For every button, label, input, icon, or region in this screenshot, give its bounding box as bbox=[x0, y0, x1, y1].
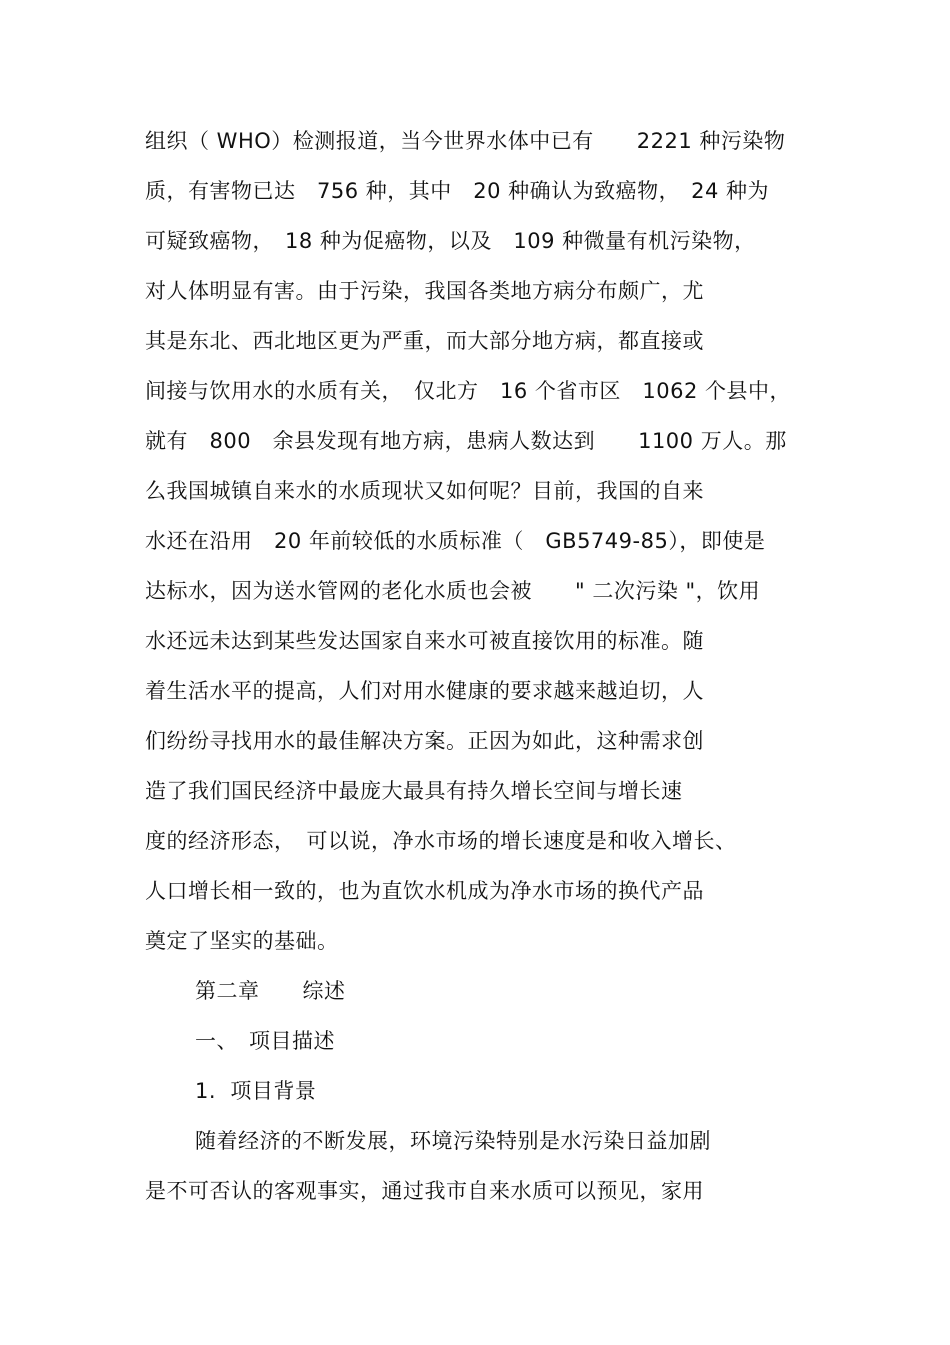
body-line: 随着经济的不断发展，环境污染特别是水污染日益加剧 bbox=[195, 1129, 711, 1153]
paragraph-line: 质，有害物已达 756 种，其中 20 种确认为致癌物， 24 种为 bbox=[145, 179, 770, 203]
paragraph-line: 着生活水平的提高，人们对用水健康的要求越来越迫切，人 bbox=[145, 679, 704, 703]
section-heading: 一、 项目描述 bbox=[195, 1029, 335, 1053]
paragraph-line: 么我国城镇自来水的水质现状又如何呢？目前，我国的自来 bbox=[145, 479, 704, 503]
paragraph-line: 人口增长相一致的，也为直饮水机成为净水市场的换代产品 bbox=[145, 879, 704, 903]
paragraph-line: 奠定了坚实的基础。 bbox=[145, 929, 339, 953]
paragraph-line: 对人体明显有害。由于污染，我国各类地方病分布颇广，尤 bbox=[145, 279, 704, 303]
paragraph-line: 其是东北、西北地区更为严重，而大部分地方病，都直接或 bbox=[145, 329, 704, 353]
paragraph-line: 间接与饮用水的水质有关， 仅北方 16 个省市区 1062 个县中， bbox=[145, 379, 792, 403]
paragraph-line: 度的经济形态， 可以说，净水市场的增长速度是和收入增长、 bbox=[145, 829, 737, 853]
subsection-heading: 1. 项目背景 bbox=[195, 1079, 317, 1103]
paragraph-line: 就有 800 余县发现有地方病，患病人数达到 1100 万人。那 bbox=[145, 429, 787, 453]
body-line: 是不可否认的客观事实，通过我市自来水质可以预见，家用 bbox=[145, 1179, 704, 1203]
paragraph-line: 造了我们国民经济中最庞大最具有持久增长空间与增长速 bbox=[145, 779, 683, 803]
chapter-heading: 第二章 综述 bbox=[195, 979, 346, 1003]
paragraph-line: 达标水，因为送水管网的老化水质也会被 " 二次污染 "，饮用 bbox=[145, 579, 761, 603]
paragraph-line: 水还在沿用 20 年前较低的水质标准（ GB5749-85），即使是 bbox=[145, 529, 766, 553]
paragraph-line: 水还远未达到某些发达国家自来水可被直接饮用的标准。随 bbox=[145, 629, 704, 653]
paragraph-line: 组织（ WHO）检测报道，当今世界水体中已有 2221 种污染物 bbox=[145, 129, 786, 153]
paragraph-line: 们纷纷寻找用水的最佳解决方案。正因为如此，这种需求创 bbox=[145, 729, 704, 753]
paragraph-line: 可疑致癌物， 18 种为促癌物，以及 109 种微量有机污染物， bbox=[145, 229, 756, 253]
